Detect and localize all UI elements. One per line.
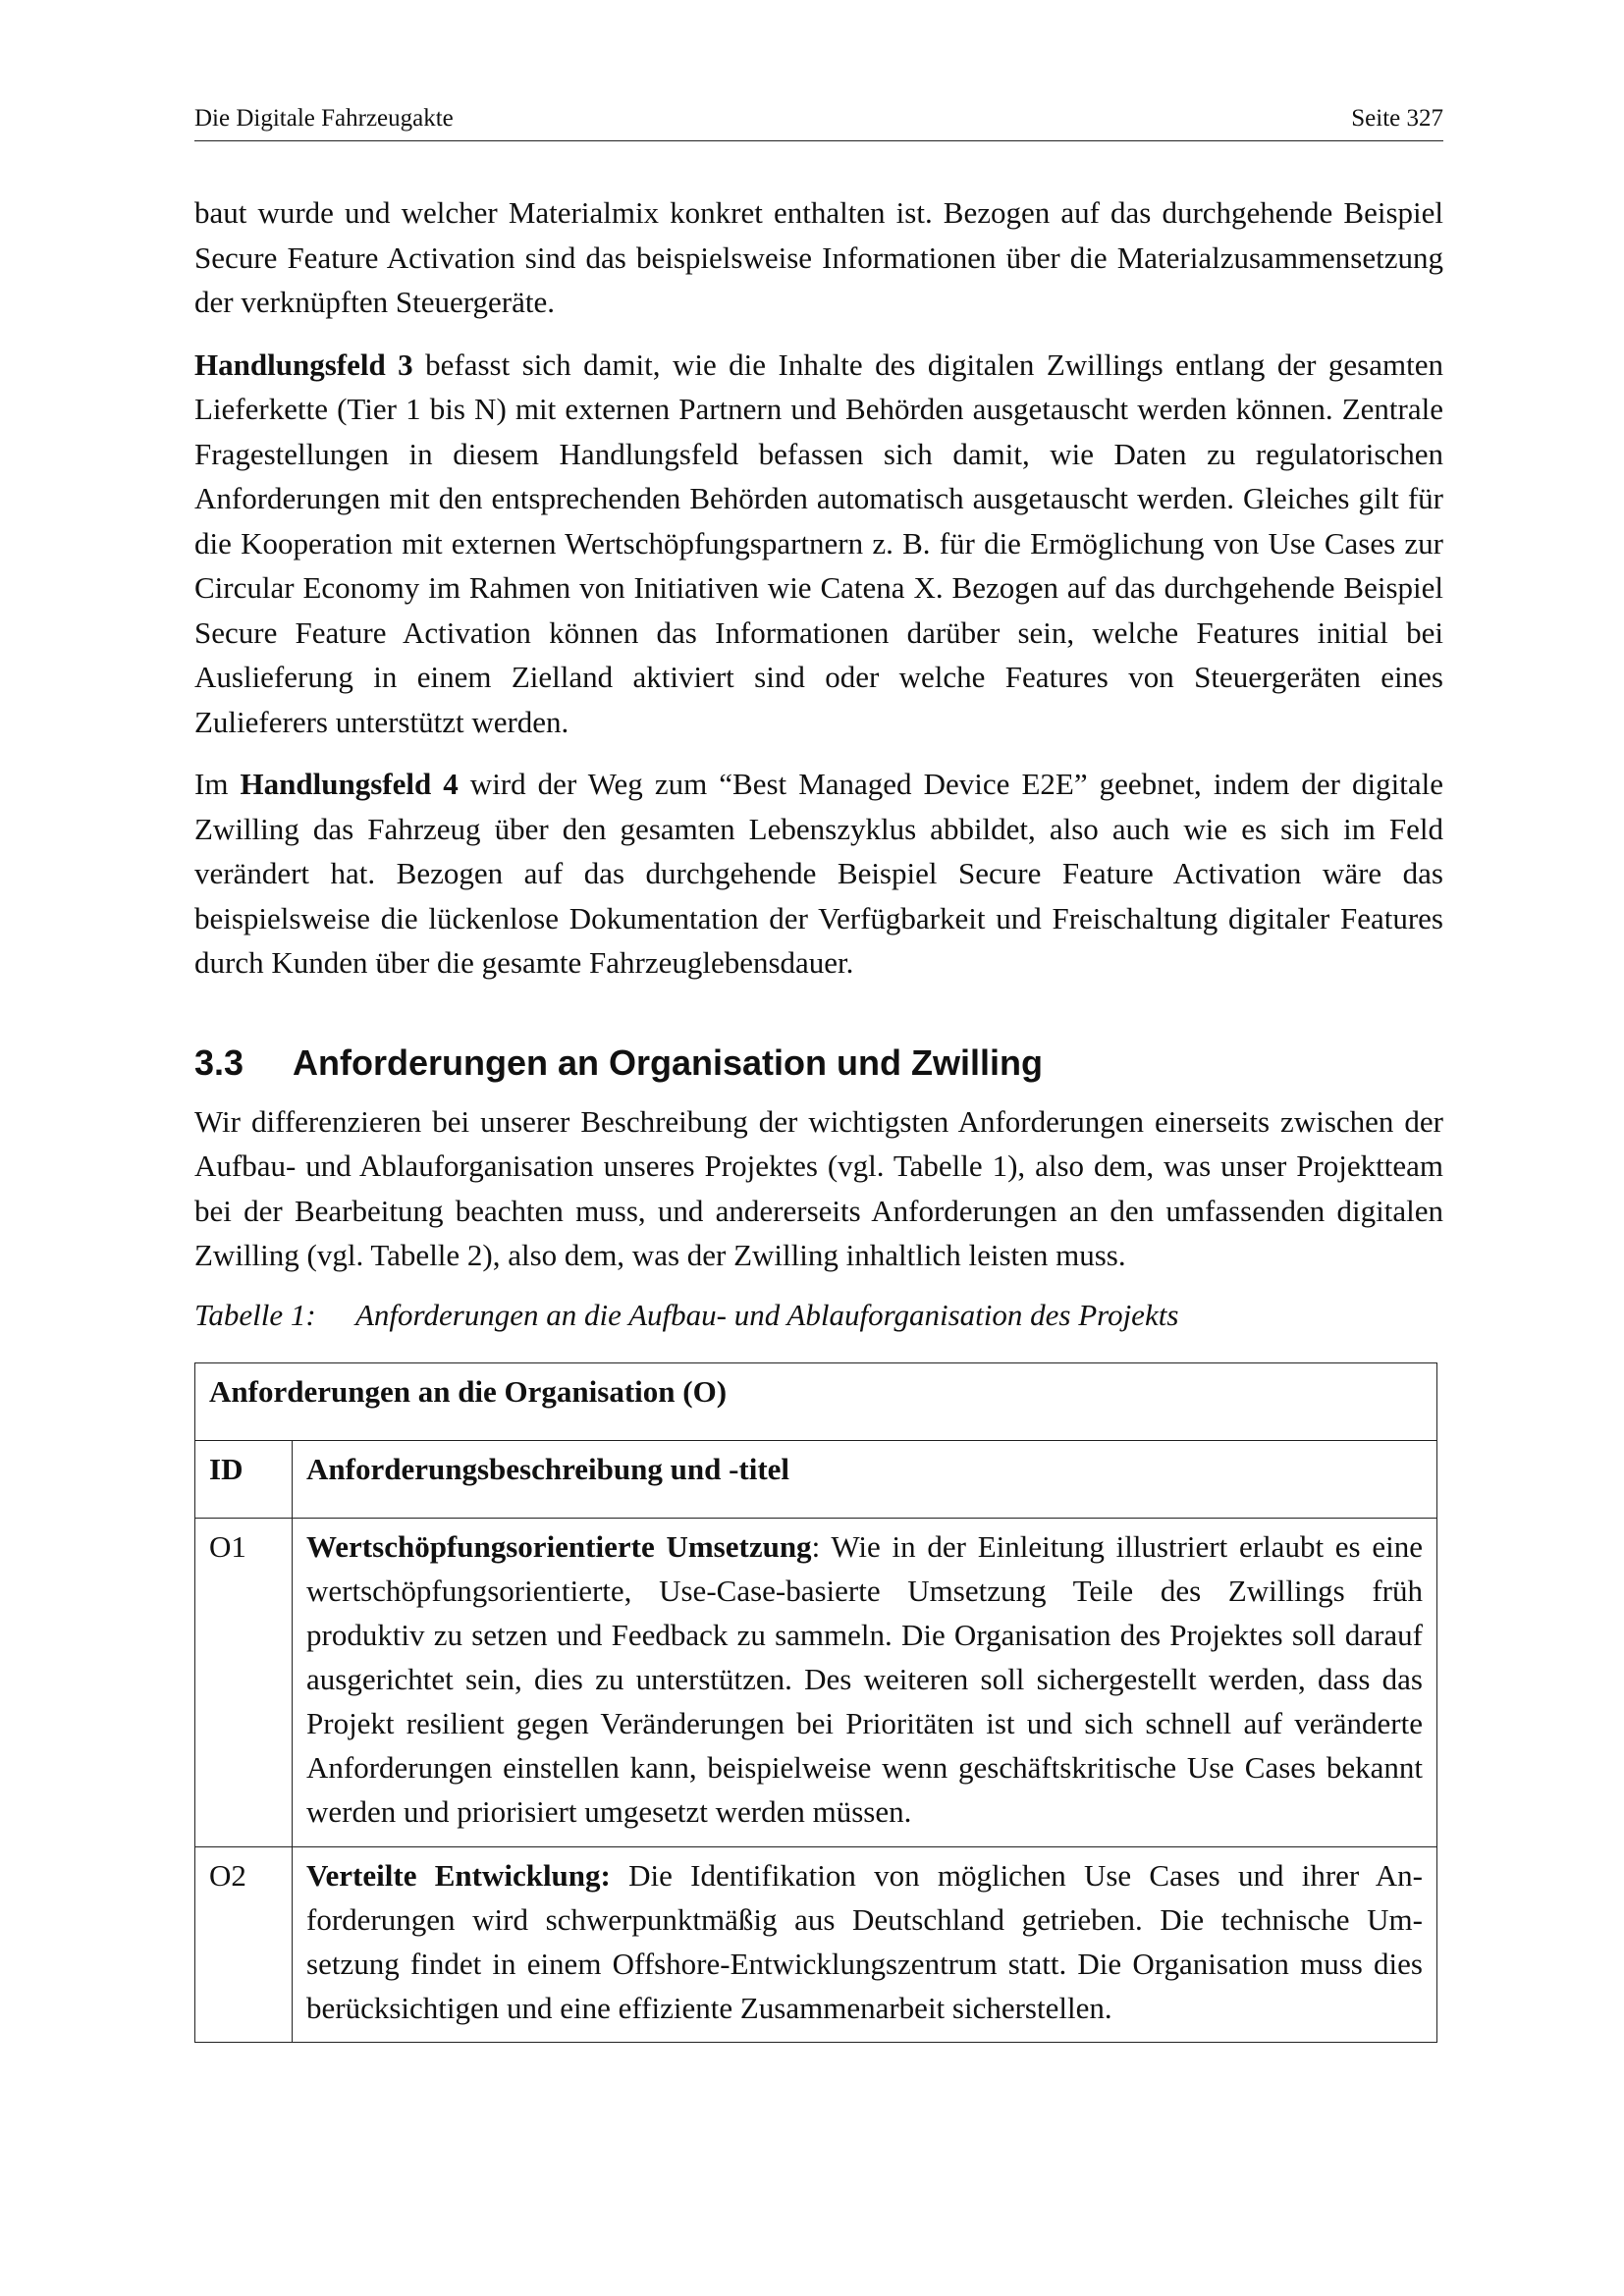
section-number: 3.3 (194, 1041, 244, 1083)
section-heading (194, 1042, 1443, 1084)
row-id: O2 (195, 1846, 293, 2042)
header-title: Die Digitale Fahrzeugakte (194, 105, 454, 132)
paragraph-4: Wir differenzieren bei unserer Beschreibung der wichtigsten Anforderungen einerseits zwischen der Aufbau- und Ablauforganisation unseres Projektes (vgl. Tabelle 1), also dem, was unser Projektteam bei der Bearbeitung beachten muss, und andererseits Anforderungen an den umfassenden digitalen Zwilling (vgl. Tabelle 2), also dem, was der Zwilling inhaltlich leisten muss. (194, 1103, 1443, 1272)
column-header-id: ID (195, 1440, 293, 1518)
row-description (293, 1846, 1437, 2042)
table-row (195, 1846, 1437, 2042)
paragraph-3-bold: Handlungsfeld 4 (240, 767, 459, 801)
paragraph-handlungsfeld-4 (194, 762, 1443, 986)
requirements-table (194, 1362, 1437, 2043)
running-header (194, 106, 1443, 141)
paragraph-2-text: befasst sich damit, wie die Inhalte des digitalen Zwillings entlang der gesamten Lieferkette (Tier 1 bis N) mit externen Partnern und Behörden ausgetauscht werden können. Zentrale Fragestellungen in diesem Handlungsfeld befassen sich damit, wie Daten zu regulatorischen Anforderungen mit den entsprechenden Behörden automatisch ausgetauscht werden. Gleiches gilt für die Kooperation mit externen Wertschöpfungspartnern z. B. für die Ermöglichung von Use Cases zur Circular Economy im Rahmen von Initiativen wie Catena X. Bezogen auf das durchgehende Beispiel Secure Feature Activation können das Informationen darüber sein, welche Features initial bei Auslieferung in einem Zielland aktiviert sind oder welche Features von Steuergeräten eines Zulieferers unterstützt werden. (194, 347, 1443, 739)
column-header-description: Anforderungsbeschreibung und -titel (293, 1440, 1437, 1518)
table-caption-label: Tabelle 1: (194, 1297, 316, 1332)
paragraph-handlungsfeld-3 (194, 343, 1443, 745)
row-title: Verteilte Entwicklung: (306, 1857, 611, 1893)
paragraph-1: baut wurde und welcher Materialmix konkret enthalten ist. Bezogen auf das durchgehende Beispiel Secure Feature Activation sind das beispielsweise Informationen über die Materialzusammensetzung der verknüpften Steuergeräte. (194, 195, 1443, 319)
row-title: Wertschöpfungsorientierte Umsetzung (306, 1528, 812, 1564)
table-header-row (195, 1440, 1437, 1518)
page-number: Seite 327 (1351, 105, 1443, 132)
paragraph-3-text: wird der Weg zum “Best Managed Device E2E” geebnet, indem der digitale Zwilling das Fahrzeug über den gesamten Lebenszyklus abbildet, also auch wie es sich im Feld verändert hat. Bezogen auf das durchgehende Beispiel Secure Feature Activation wäre das beispielsweise die lückenlose Dokumentation der Verfügbarkeit und Freischaltung digitaler Features durch Kunden über die gesamte Fahrzeuglebensdauer. (194, 767, 1443, 980)
section-title: Anforderungen an Organisation und Zwilling (293, 1041, 1043, 1083)
table-title: Anforderungen an die Organisation (O) (195, 1362, 1437, 1440)
table-row (195, 1518, 1437, 1846)
document-page (194, 106, 1443, 2043)
table-title-row (195, 1362, 1437, 1440)
row-id: O1 (195, 1518, 293, 1846)
table-caption (194, 1298, 1443, 1333)
row-description (293, 1518, 1437, 1846)
table-caption-text: Anforderungen an die Aufbau- und Ablauforganisation des Projekts (355, 1297, 1179, 1332)
paragraph-3-prefix: Im (194, 767, 241, 801)
row-text: Die Identifikation von möglichen Use Cases und ihrer Anforderungen wird schwerpunktmäßig aus Deutschland getrieben. Die technische Umsetzung findet in einem Offshore-Entwicklungszentrum statt. Die Organisation muss dies berücksichtigen und eine effiziente Zusammenarbeit sicherstellen. (306, 1857, 1423, 2025)
row-text: : Wie in der Einleitung illustriert erlaubt es eine wertschöpfungsorientierte, Use-Case-basierte Umsetzung Teile des Zwillings früh produktiv zu setzen und Feedback zu sammeln. Die Organisation des Projektes soll darauf ausgerichtet sein, dies zu unterstützen. Des weiteren soll sichergestellt werden, dass das Projekt resilient gegen Veränderungen bei Prioritäten ist und sich schnell auf veränderte Anforderungen einstellen kann, beispielweise wenn geschäftskritische Use Cases bekannt werden und priorisiert umgesetzt werden müssen. (306, 1528, 1424, 1829)
paragraph-2-bold: Handlungsfeld 3 (194, 347, 413, 382)
